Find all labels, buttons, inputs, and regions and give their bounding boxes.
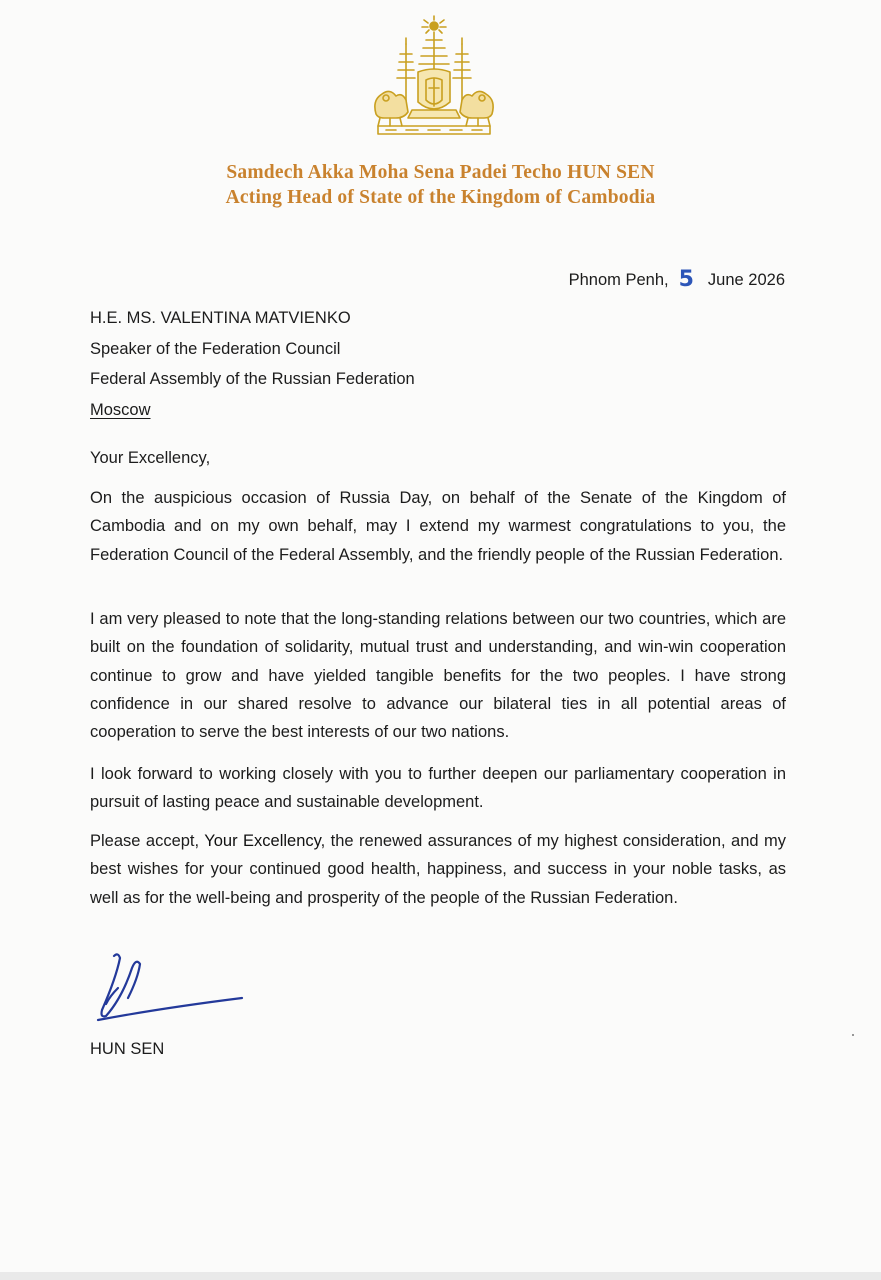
paragraph-closing [90,827,786,912]
date-place: Phnom Penh, [568,271,669,289]
closing-before: Please accept, [90,832,205,850]
recipient-organization: Federal Assembly of the Russian Federation [90,370,415,388]
recipient-address [90,303,415,425]
closing-after: , the renewed assurances of my highest consideration, and my best wishes for your continued good health, happiness, and success in your noble tasks, as well as for the well-being and prosperity of the people of the Russian Federation. [90,832,786,907]
recipient-title: Speaker of the Federation Council [90,339,341,358]
salutation: Your Excellency, [90,449,211,467]
handwritten-signature-icon [92,948,252,1028]
closing-emphasis: Your Excellency [204,832,321,850]
letterhead-name: Samdech Akka Moha Sena Padei Techo HUN SEN [226,162,655,183]
paragraph-congratulations: On the auspicious occasion of Russia Day, on behalf of the Senate of the Kingdom of Cambodia and on my own behalf, may I extend my warmest congratulations to you, the Federation Council of the Federal Assembly, and the friendly people of the Russian Federation. [90,489,786,564]
paragraph-relations: I am very pleased to note that the long-standing relations between our two countries, which are built on the foundation of solidarity, mutual trust and understanding, and win-win cooperation continue to grow and have yielded tangible benefits for the two peoples. I have strong confidence in our shared resolve to advance our bilateral ties in all potential areas of cooperation to serve the best interests of our two nations. [90,610,786,742]
royal-coat-of-arms-icon [366,14,502,140]
date-month-year: June 2026 [707,271,785,289]
signatory-name: HUN SEN [90,1040,165,1058]
letterhead-position: Acting Head of State of the Kingdom of Cambodia [225,187,656,208]
recipient-name: H.E. MS. VALENTINA MATVIENKO [90,309,351,327]
paper-speck [852,1034,854,1036]
date-day-handwritten: 5 [678,267,694,292]
recipient-city: Moscow [90,400,151,419]
paragraph-cooperation: I look forward to working closely with you to further deepen our parliamentary cooperation in pursuit of lasting peace and sustainable development. [90,765,786,812]
dateline [569,266,785,291]
page-bottom-edge [0,1272,881,1280]
